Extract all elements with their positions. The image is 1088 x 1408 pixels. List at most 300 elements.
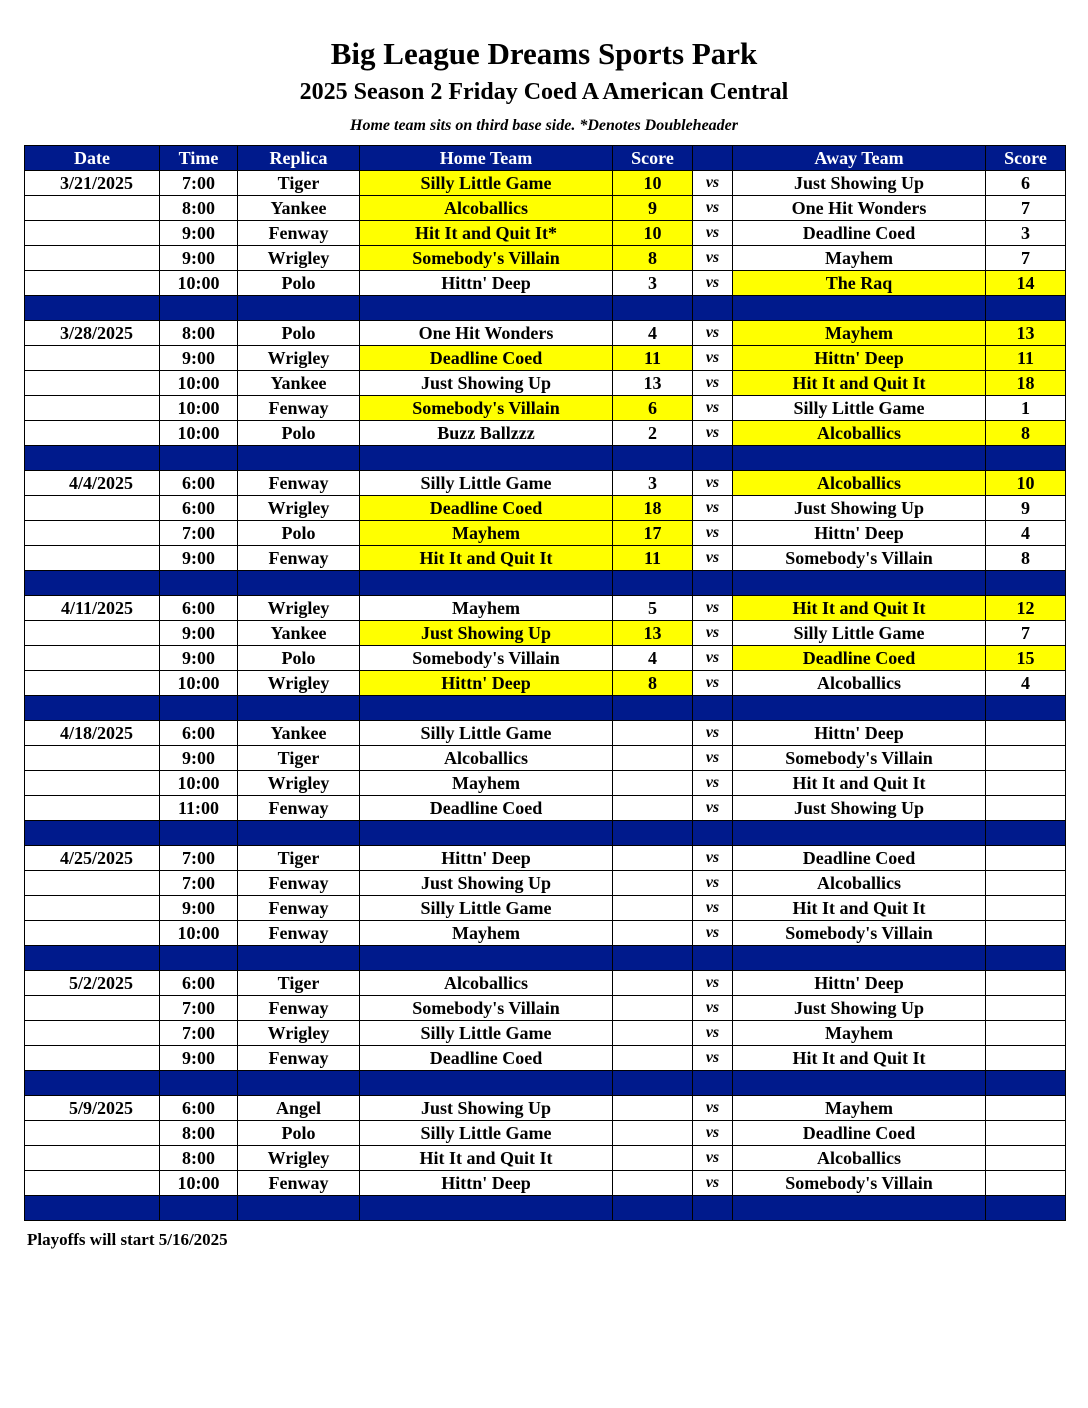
separator-cell xyxy=(238,821,360,846)
game-row xyxy=(25,846,1066,871)
home-score xyxy=(613,996,693,1021)
home-team: Deadline Coed xyxy=(360,496,613,521)
game-replica: Wrigley xyxy=(238,771,360,796)
home-team: Hittn' Deep xyxy=(360,671,613,696)
away-team: Somebody's Villain xyxy=(733,546,986,571)
vs-label: vs xyxy=(693,1021,733,1046)
game-time: 9:00 xyxy=(160,246,238,271)
col-header-home-score: Score xyxy=(613,146,693,171)
game-time: 6:00 xyxy=(160,971,238,996)
away-team: Alcoballics xyxy=(733,471,986,496)
vs-label: vs xyxy=(693,196,733,221)
page-title: Big League Dreams Sports Park xyxy=(330,36,758,71)
away-score xyxy=(986,1146,1066,1171)
game-row xyxy=(25,1046,1066,1071)
game-row xyxy=(25,371,1066,396)
separator-cell xyxy=(25,296,160,321)
home-score xyxy=(613,1046,693,1071)
game-row xyxy=(25,1121,1066,1146)
home-score: 8 xyxy=(613,671,693,696)
away-team: Hit It and Quit It xyxy=(733,371,986,396)
week-separator xyxy=(25,446,1066,471)
game-replica: Wrigley xyxy=(238,596,360,621)
separator-cell xyxy=(360,571,613,596)
game-row xyxy=(25,271,1066,296)
home-score: 4 xyxy=(613,646,693,671)
home-score: 3 xyxy=(613,471,693,496)
vs-label: vs xyxy=(693,1171,733,1196)
game-time: 8:00 xyxy=(160,1121,238,1146)
game-date: 5/9/2025 xyxy=(25,1096,160,1121)
vs-label: vs xyxy=(693,471,733,496)
game-time: 10:00 xyxy=(160,771,238,796)
separator-cell xyxy=(360,946,613,971)
week-separator xyxy=(25,696,1066,721)
home-team: Hittn' Deep xyxy=(360,271,613,296)
away-score xyxy=(986,1171,1066,1196)
home-score xyxy=(613,971,693,996)
home-team: Somebody's Villain xyxy=(360,996,613,1021)
game-time: 10:00 xyxy=(160,671,238,696)
home-team: Somebody's Villain xyxy=(360,646,613,671)
vs-label: vs xyxy=(693,971,733,996)
home-team: Just Showing Up xyxy=(360,371,613,396)
game-time: 9:00 xyxy=(160,746,238,771)
home-team: Mayhem xyxy=(360,921,613,946)
game-time: 10:00 xyxy=(160,1171,238,1196)
game-date xyxy=(25,896,160,921)
col-header-home-team: Home Team xyxy=(360,146,613,171)
away-score: 7 xyxy=(986,196,1066,221)
game-row xyxy=(25,1171,1066,1196)
separator-cell xyxy=(238,1196,360,1221)
separator-cell xyxy=(25,821,160,846)
separator-cell xyxy=(613,1196,693,1221)
separator-cell xyxy=(613,946,693,971)
game-date xyxy=(25,771,160,796)
col-header-away-team: Away Team xyxy=(733,146,986,171)
away-team: Just Showing Up xyxy=(733,496,986,521)
separator-cell xyxy=(733,571,986,596)
vs-label: vs xyxy=(693,521,733,546)
separator-cell xyxy=(733,446,986,471)
game-date xyxy=(25,921,160,946)
home-team: Silly Little Game xyxy=(360,1121,613,1146)
away-team: Hit It and Quit It xyxy=(733,771,986,796)
separator-cell xyxy=(25,571,160,596)
schedule-body xyxy=(25,171,1066,1221)
home-team: Buzz Ballzzz xyxy=(360,421,613,446)
away-score: 12 xyxy=(986,596,1066,621)
vs-label: vs xyxy=(693,596,733,621)
separator-cell xyxy=(693,296,733,321)
vs-label: vs xyxy=(693,1046,733,1071)
away-score: 8 xyxy=(986,546,1066,571)
separator-cell xyxy=(360,296,613,321)
away-team: Alcoballics xyxy=(733,1146,986,1171)
away-team: Somebody's Villain xyxy=(733,1171,986,1196)
game-row xyxy=(25,396,1066,421)
game-row xyxy=(25,596,1066,621)
week-separator xyxy=(25,296,1066,321)
game-time: 9:00 xyxy=(160,1046,238,1071)
separator-cell xyxy=(733,1071,986,1096)
game-date xyxy=(25,271,160,296)
game-replica: Wrigley xyxy=(238,246,360,271)
game-replica: Fenway xyxy=(238,896,360,921)
home-score: 3 xyxy=(613,271,693,296)
game-date: 4/4/2025 xyxy=(25,471,160,496)
home-score xyxy=(613,846,693,871)
vs-label: vs xyxy=(693,721,733,746)
away-score: 15 xyxy=(986,646,1066,671)
separator-cell xyxy=(986,946,1066,971)
away-team: Hit It and Quit It xyxy=(733,1046,986,1071)
game-row xyxy=(25,1021,1066,1046)
vs-label: vs xyxy=(693,271,733,296)
game-replica: Fenway xyxy=(238,396,360,421)
vs-label: vs xyxy=(693,1121,733,1146)
game-time: 9:00 xyxy=(160,896,238,921)
game-replica: Fenway xyxy=(238,1046,360,1071)
game-time: 10:00 xyxy=(160,396,238,421)
game-row xyxy=(25,196,1066,221)
game-date xyxy=(25,1021,160,1046)
game-replica: Fenway xyxy=(238,871,360,896)
game-replica: Polo xyxy=(238,1121,360,1146)
home-score: 11 xyxy=(613,546,693,571)
home-team: One Hit Wonders xyxy=(360,321,613,346)
game-replica: Yankee xyxy=(238,196,360,221)
separator-cell xyxy=(733,821,986,846)
game-time: 6:00 xyxy=(160,496,238,521)
away-score xyxy=(986,1046,1066,1071)
away-team: Deadline Coed xyxy=(733,221,986,246)
away-score: 14 xyxy=(986,271,1066,296)
home-team: Silly Little Game xyxy=(360,1021,613,1046)
game-replica: Tiger xyxy=(238,846,360,871)
game-date xyxy=(25,996,160,1021)
vs-label: vs xyxy=(693,246,733,271)
away-team: Just Showing Up xyxy=(733,171,986,196)
game-date xyxy=(25,196,160,221)
away-score xyxy=(986,846,1066,871)
separator-cell xyxy=(160,296,238,321)
separator-cell xyxy=(986,821,1066,846)
home-team: Deadline Coed xyxy=(360,346,613,371)
schedule-table xyxy=(24,145,1066,1221)
home-team: Mayhem xyxy=(360,596,613,621)
game-date xyxy=(25,671,160,696)
away-score xyxy=(986,1021,1066,1046)
separator-cell xyxy=(986,1071,1066,1096)
away-score: 4 xyxy=(986,671,1066,696)
away-score: 9 xyxy=(986,496,1066,521)
game-row xyxy=(25,221,1066,246)
game-date xyxy=(25,1121,160,1146)
game-time: 8:00 xyxy=(160,1146,238,1171)
game-replica: Fenway xyxy=(238,546,360,571)
game-date: 4/25/2025 xyxy=(25,846,160,871)
home-team: Alcoballics xyxy=(360,746,613,771)
game-time: 10:00 xyxy=(160,271,238,296)
home-team: Hit It and Quit It xyxy=(360,1146,613,1171)
separator-cell xyxy=(238,296,360,321)
away-team: Hittn' Deep xyxy=(733,346,986,371)
home-score xyxy=(613,771,693,796)
separator-cell xyxy=(733,1196,986,1221)
home-score xyxy=(613,1171,693,1196)
separator-cell xyxy=(238,571,360,596)
away-score xyxy=(986,721,1066,746)
home-team: Mayhem xyxy=(360,771,613,796)
home-team: Alcoballics xyxy=(360,971,613,996)
home-team: Silly Little Game xyxy=(360,171,613,196)
away-score: 3 xyxy=(986,221,1066,246)
game-time: 9:00 xyxy=(160,221,238,246)
home-team: Somebody's Villain xyxy=(360,246,613,271)
home-score xyxy=(613,721,693,746)
separator-cell xyxy=(693,946,733,971)
game-date xyxy=(25,396,160,421)
week-separator xyxy=(25,1196,1066,1221)
away-score: 18 xyxy=(986,371,1066,396)
game-replica: Tiger xyxy=(238,971,360,996)
vs-label: vs xyxy=(693,796,733,821)
home-score xyxy=(613,1146,693,1171)
game-replica: Yankee xyxy=(238,371,360,396)
separator-cell xyxy=(25,446,160,471)
away-score: 10 xyxy=(986,471,1066,496)
game-date xyxy=(25,871,160,896)
separator-cell xyxy=(613,571,693,596)
away-team: Hittn' Deep xyxy=(733,521,986,546)
game-time: 11:00 xyxy=(160,796,238,821)
separator-cell xyxy=(693,446,733,471)
vs-label: vs xyxy=(693,871,733,896)
home-score: 13 xyxy=(613,371,693,396)
game-row xyxy=(25,321,1066,346)
page-subtitle: 2025 Season 2 Friday Coed A American Central xyxy=(299,79,789,105)
home-score: 10 xyxy=(613,221,693,246)
away-score: 11 xyxy=(986,346,1066,371)
separator-cell xyxy=(25,696,160,721)
home-score: 17 xyxy=(613,521,693,546)
game-time: 8:00 xyxy=(160,321,238,346)
home-score: 5 xyxy=(613,596,693,621)
col-header-date: Date xyxy=(25,146,160,171)
separator-cell xyxy=(733,946,986,971)
game-row xyxy=(25,671,1066,696)
game-time: 10:00 xyxy=(160,921,238,946)
vs-label: vs xyxy=(693,1096,733,1121)
game-replica: Fenway xyxy=(238,996,360,1021)
game-row xyxy=(25,896,1066,921)
vs-label: vs xyxy=(693,321,733,346)
separator-cell xyxy=(693,1071,733,1096)
home-team: Somebody's Villain xyxy=(360,396,613,421)
separator-cell xyxy=(613,1071,693,1096)
home-score: 13 xyxy=(613,621,693,646)
game-row xyxy=(25,621,1066,646)
home-team: Just Showing Up xyxy=(360,1096,613,1121)
home-team: Just Showing Up xyxy=(360,871,613,896)
home-team: Hit It and Quit It xyxy=(360,546,613,571)
home-score xyxy=(613,871,693,896)
away-score: 1 xyxy=(986,396,1066,421)
away-team: The Raq xyxy=(733,271,986,296)
separator-cell xyxy=(25,1071,160,1096)
game-replica: Wrigley xyxy=(238,1146,360,1171)
game-row xyxy=(25,921,1066,946)
away-team: Somebody's Villain xyxy=(733,746,986,771)
game-replica: Fenway xyxy=(238,471,360,496)
separator-cell xyxy=(25,946,160,971)
game-replica: Angel xyxy=(238,1096,360,1121)
home-team: Hit It and Quit It* xyxy=(360,221,613,246)
separator-cell xyxy=(693,571,733,596)
away-score xyxy=(986,746,1066,771)
away-team: Mayhem xyxy=(733,1096,986,1121)
away-team: Mayhem xyxy=(733,246,986,271)
game-replica: Fenway xyxy=(238,796,360,821)
separator-cell xyxy=(613,696,693,721)
vs-label: vs xyxy=(693,846,733,871)
game-row xyxy=(25,1146,1066,1171)
vs-label: vs xyxy=(693,746,733,771)
separator-cell xyxy=(238,946,360,971)
vs-label: vs xyxy=(693,921,733,946)
separator-cell xyxy=(613,821,693,846)
home-team: Hittn' Deep xyxy=(360,1171,613,1196)
week-separator xyxy=(25,821,1066,846)
game-time: 7:00 xyxy=(160,871,238,896)
game-row xyxy=(25,471,1066,496)
game-row xyxy=(25,521,1066,546)
separator-cell xyxy=(986,446,1066,471)
game-date xyxy=(25,346,160,371)
home-score xyxy=(613,1096,693,1121)
home-team: Hittn' Deep xyxy=(360,846,613,871)
game-replica: Yankee xyxy=(238,721,360,746)
game-date xyxy=(25,1146,160,1171)
home-score: 11 xyxy=(613,346,693,371)
home-score: 8 xyxy=(613,246,693,271)
game-row xyxy=(25,546,1066,571)
vs-label: vs xyxy=(693,996,733,1021)
page-note: Home team sits on third base side. *Denotes Doubleheader xyxy=(350,117,738,134)
home-score: 18 xyxy=(613,496,693,521)
away-team: Mayhem xyxy=(733,321,986,346)
game-time: 6:00 xyxy=(160,721,238,746)
col-header-away-score: Score xyxy=(986,146,1066,171)
game-time: 8:00 xyxy=(160,196,238,221)
home-score: 10 xyxy=(613,171,693,196)
away-score xyxy=(986,771,1066,796)
away-team: Hit It and Quit It xyxy=(733,896,986,921)
away-team: Somebody's Villain xyxy=(733,921,986,946)
game-replica: Wrigley xyxy=(238,1021,360,1046)
home-score xyxy=(613,796,693,821)
game-row xyxy=(25,871,1066,896)
game-date xyxy=(25,521,160,546)
separator-cell xyxy=(693,1196,733,1221)
vs-label: vs xyxy=(693,771,733,796)
game-time: 9:00 xyxy=(160,646,238,671)
separator-cell xyxy=(986,571,1066,596)
game-row xyxy=(25,796,1066,821)
away-score xyxy=(986,996,1066,1021)
week-separator xyxy=(25,571,1066,596)
home-score xyxy=(613,921,693,946)
game-row xyxy=(25,971,1066,996)
game-row xyxy=(25,171,1066,196)
home-team: Deadline Coed xyxy=(360,796,613,821)
game-row xyxy=(25,346,1066,371)
separator-cell xyxy=(360,696,613,721)
away-score xyxy=(986,921,1066,946)
home-team: Just Showing Up xyxy=(360,621,613,646)
game-row xyxy=(25,1096,1066,1121)
game-time: 7:00 xyxy=(160,996,238,1021)
week-separator xyxy=(25,1071,1066,1096)
home-score xyxy=(613,1021,693,1046)
away-score: 6 xyxy=(986,171,1066,196)
game-time: 6:00 xyxy=(160,596,238,621)
away-team: Alcoballics xyxy=(733,421,986,446)
away-score xyxy=(986,1096,1066,1121)
separator-cell xyxy=(160,946,238,971)
separator-cell xyxy=(160,1071,238,1096)
separator-cell xyxy=(613,296,693,321)
game-time: 6:00 xyxy=(160,471,238,496)
game-date: 4/11/2025 xyxy=(25,596,160,621)
away-team: Hit It and Quit It xyxy=(733,596,986,621)
away-team: Silly Little Game xyxy=(733,621,986,646)
away-score: 8 xyxy=(986,421,1066,446)
game-replica: Tiger xyxy=(238,746,360,771)
vs-label: vs xyxy=(693,896,733,921)
away-team: Mayhem xyxy=(733,1021,986,1046)
vs-label: vs xyxy=(693,396,733,421)
away-score xyxy=(986,896,1066,921)
game-replica: Fenway xyxy=(238,921,360,946)
separator-cell xyxy=(238,1071,360,1096)
separator-cell xyxy=(160,1196,238,1221)
col-header-time: Time xyxy=(160,146,238,171)
game-time: 9:00 xyxy=(160,346,238,371)
game-row xyxy=(25,746,1066,771)
game-time: 7:00 xyxy=(160,846,238,871)
game-replica: Polo xyxy=(238,321,360,346)
game-replica: Wrigley xyxy=(238,346,360,371)
separator-cell xyxy=(160,696,238,721)
home-score xyxy=(613,746,693,771)
vs-label: vs xyxy=(693,546,733,571)
game-replica: Yankee xyxy=(238,621,360,646)
separator-cell xyxy=(160,821,238,846)
home-team: Silly Little Game xyxy=(360,471,613,496)
away-team: Hittn' Deep xyxy=(733,971,986,996)
game-replica: Polo xyxy=(238,646,360,671)
week-separator xyxy=(25,946,1066,971)
game-date xyxy=(25,246,160,271)
game-row xyxy=(25,496,1066,521)
game-date xyxy=(25,1171,160,1196)
game-date xyxy=(25,1046,160,1071)
game-time: 7:00 xyxy=(160,171,238,196)
separator-cell xyxy=(360,1071,613,1096)
